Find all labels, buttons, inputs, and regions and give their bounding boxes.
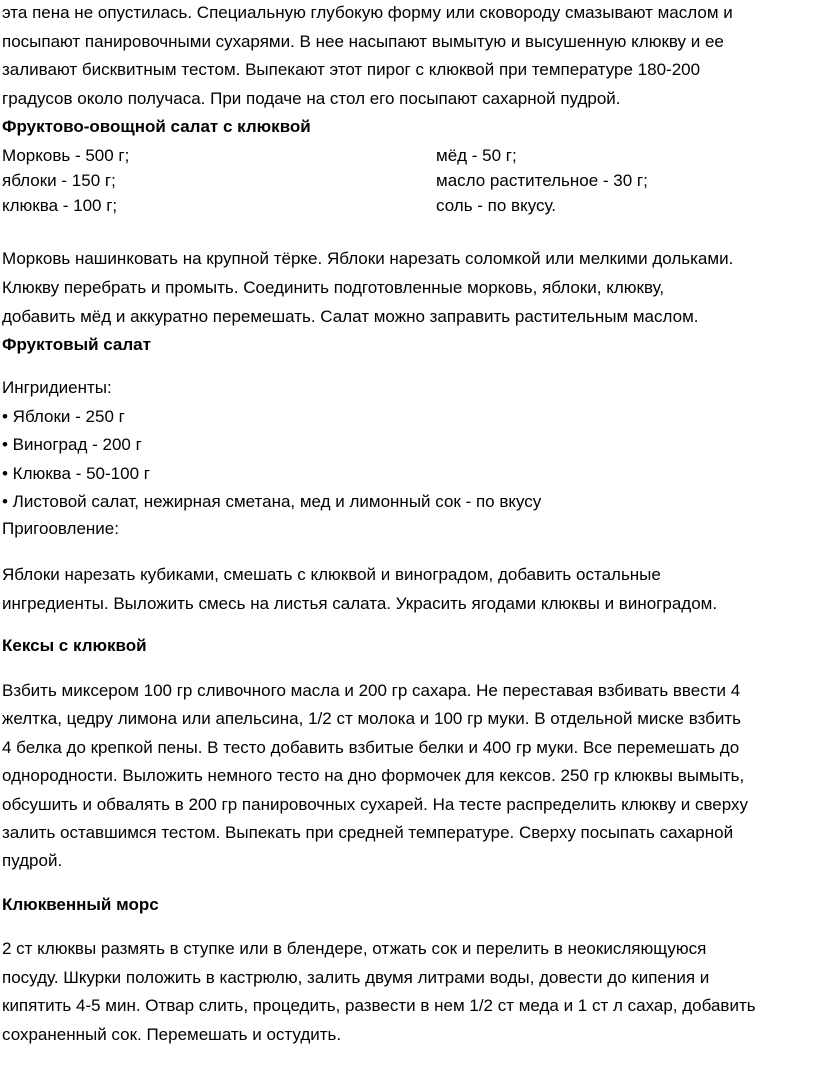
ingredients-heading: Ингридиенты:: [2, 378, 112, 397]
muffins-text-line: 4 белка до крепкой пены. В тесто добавить взбитые белки и 400 гр муки. Все перемешать до: [2, 738, 740, 757]
mors-text-line: 2 ст клюквы размять в ступке или в блендере, отжать сок и перелить в неокисляющуюся: [2, 939, 707, 958]
recipe-title-fruit-salad: Фруктовый салат: [2, 335, 151, 354]
ingredient-item: масло растительное - 30 г;: [436, 171, 648, 190]
muffins-text-line: пудрой.: [2, 851, 63, 870]
muffins-text-line: залить оставшимся тестом. Выпекать при средней температуре. Сверху посыпать сахарной: [2, 823, 734, 842]
ingredient-bullet: • Листовой салат, нежирная сметана, мед и лимонный сок - по вкусу: [2, 492, 542, 511]
ingredient-bullet: • Виноград - 200 г: [2, 435, 142, 454]
preparation-heading: Пригоовление:: [2, 519, 119, 538]
salad1-text-line: добавить мёд и аккуратно перемешать. Салат можно заправить растительным маслом.: [2, 307, 699, 326]
salad2-text-line: Яблоки нарезать кубиками, смешать с клюквой и виноградом, добавить остальные: [2, 565, 661, 584]
ingredient-item: соль - по вкусу.: [436, 196, 557, 215]
pie-text-line: эта пена не опустилась. Специальную глубокую форму или сковороду смазывают маслом и: [2, 3, 733, 22]
muffins-text-line: обсушить и обвалять в 200 гр панировочных сухарей. На тесте распределить клюкву и сверху: [2, 795, 749, 814]
pie-text-line: посыпают панировочными сухарями. В нее насыпают вымытую и высушенную клюкву и ее: [2, 32, 724, 51]
mors-text-line: сохраненный сок. Перемешать и остудить.: [2, 1025, 342, 1044]
salad1-text-line: Морковь нашинковать на крупной тёрке. Яблоки нарезать соломкой или мелкими дольками.: [2, 249, 734, 268]
muffins-text-line: однородности. Выложить немного тесто на дно формочек для кексов. 250 гр клюквы вымыть,: [2, 766, 745, 785]
recipe-title-fruit-veg-salad: Фруктово-овощной салат с клюквой: [2, 117, 311, 136]
ingredient-bullet: • Яблоки - 250 г: [2, 407, 125, 426]
recipe-title-muffins: Кексы с клюквой: [2, 636, 147, 655]
recipe-title-cranberry-mors: Клюквенный морс: [2, 895, 159, 914]
pie-text-line: заливают бисквитным тестом. Выпекают этот пирог с клюквой при температуре 180-200: [2, 60, 701, 79]
mors-text-line: посуду. Шкурки положить в кастрюлю, залить двумя литрами воды, довести до кипения и: [2, 968, 710, 987]
salad1-text-line: Клюкву перебрать и промыть. Соединить подготовленные морковь, яблоки, клюкву,: [2, 278, 665, 297]
salad2-text-line: ингредиенты. Выложить смесь на листья салата. Украсить ягодами клюквы и виноградом.: [2, 594, 718, 613]
ingredient-item: мёд - 50 г;: [436, 146, 517, 165]
ingredient-item: яблоки - 150 г;: [2, 171, 116, 190]
ingredient-item: клюква - 100 г;: [2, 196, 118, 215]
pie-text-line: градусов около получаса. При подаче на стол его посыпают сахарной пудрой.: [2, 89, 621, 108]
muffins-text-line: желтка, цедру лимона или апельсина, 1/2 ст молока и 100 гр муки. В отдельной миске взбить: [2, 709, 742, 728]
ingredient-item: Морковь - 500 г;: [2, 146, 130, 165]
ingredient-bullet: • Клюква - 50-100 г: [2, 464, 150, 483]
mors-text-line: кипятить 4-5 мин. Отвар слить, процедить, развести в нем 1/2 ст меда и 1 ст л сахар, добавить: [2, 996, 756, 1015]
muffins-text-line: Взбить миксером 100 гр сливочного масла и 200 гр сахара. Не переставая взбивать ввести 4: [2, 681, 741, 700]
